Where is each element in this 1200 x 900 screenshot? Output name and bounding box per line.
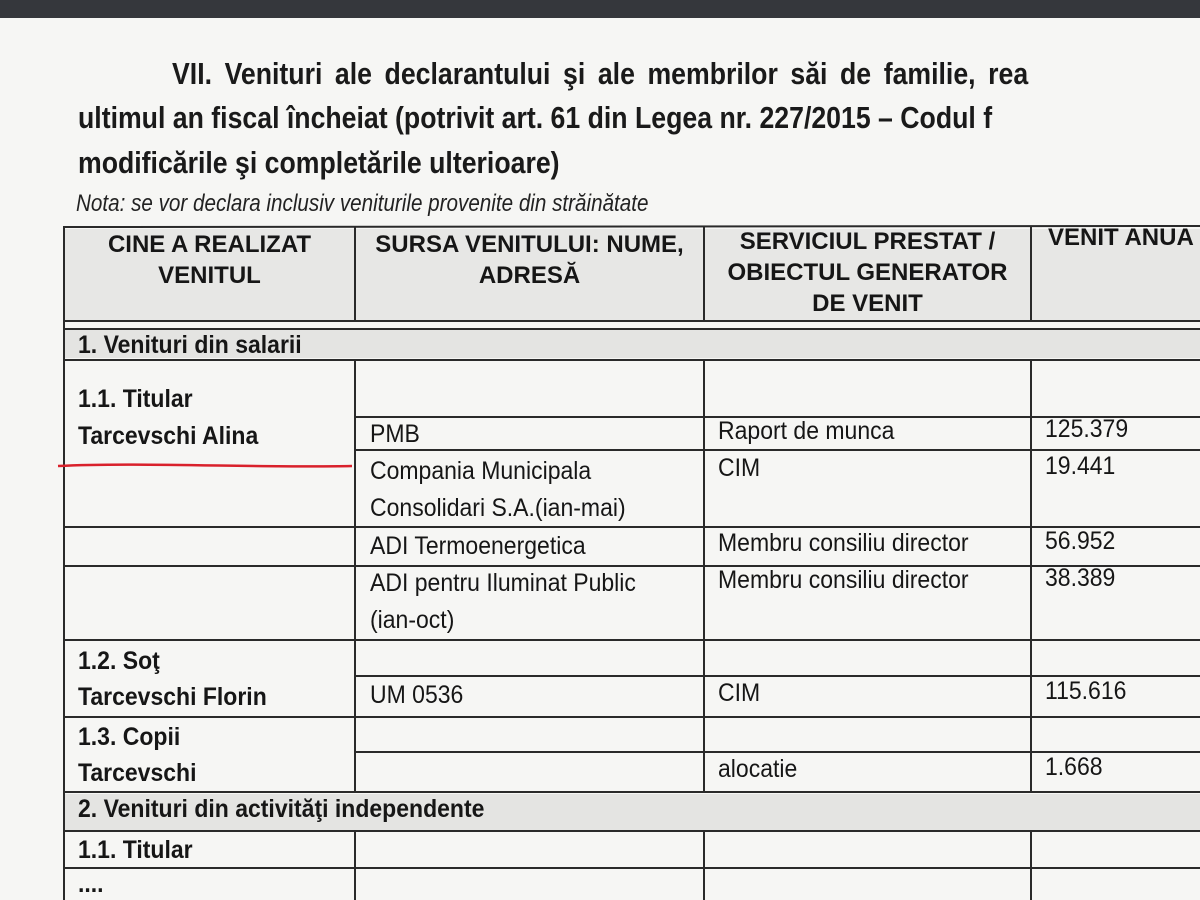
row-7-who: .... bbox=[78, 870, 104, 898]
row-4-source-line-1: ADI pentru Iluminat Public bbox=[370, 569, 636, 597]
row-4-service: Membru consiliu director bbox=[718, 566, 969, 594]
subsection-2-1-title: 1.1. Titular bbox=[78, 836, 193, 864]
row-5-source: UM 0536 bbox=[370, 681, 464, 709]
section-heading-line-3: modificările şi completările ulterioare) bbox=[78, 145, 560, 180]
row-4-income: 38.389 bbox=[1045, 564, 1116, 592]
row-1-source: PMB bbox=[370, 420, 420, 448]
row-2-source-line-2: Consolidari S.A.(ian-mai) bbox=[370, 494, 626, 522]
column-header-service-line-3: DE VENIT bbox=[812, 290, 923, 317]
row-3-source: ADI Termoenergetica bbox=[370, 532, 586, 560]
row-4-source-line-2: (ian-oct) bbox=[370, 606, 455, 634]
subsection-1-2-title: 1.2. Soţ bbox=[78, 647, 160, 675]
row-5-income: 115.616 bbox=[1045, 677, 1127, 705]
row-3-income: 56.952 bbox=[1045, 527, 1116, 555]
column-header-source bbox=[355, 229, 704, 291]
row-1-who: Tarcevschi Alina bbox=[78, 422, 259, 450]
note-text: Nota: se vor declara inclusiv veniturile provenite din străinătate bbox=[76, 190, 649, 217]
column-header-service-line-1: SERVICIUL PRESTAT / bbox=[739, 228, 996, 255]
column-header-source-line-1: SURSA VENITULUI: NUME, bbox=[375, 231, 684, 258]
row-6-who: Tarcevschi bbox=[78, 759, 197, 787]
column-header-income-line-1: VENIT ANUA bbox=[1048, 224, 1194, 251]
column-header-income bbox=[1048, 222, 1194, 253]
column-header-source-line-2: ADRESĂ bbox=[478, 262, 581, 289]
column-header-service bbox=[704, 226, 1031, 319]
row-2-source-line-1: Compania Municipala bbox=[370, 457, 592, 485]
row-6-income: 1.668 bbox=[1045, 753, 1103, 781]
row-1-service: Raport de munca bbox=[718, 417, 895, 445]
row-2-income: 19.441 bbox=[1045, 452, 1116, 480]
column-header-who bbox=[64, 229, 355, 291]
row-5-service: CIM bbox=[718, 679, 761, 707]
section-1-title: 1. Venituri din salarii bbox=[78, 331, 302, 359]
row-2-service: CIM bbox=[718, 454, 761, 482]
row-6-service: alocatie bbox=[718, 755, 798, 783]
column-header-who-line-1: CINE A REALIZAT bbox=[107, 231, 312, 258]
subsection-1-1-title: 1.1. Titular bbox=[78, 385, 193, 413]
row-3-service: Membru consiliu director bbox=[718, 529, 969, 557]
column-header-who-line-2: VENITUL bbox=[158, 262, 261, 289]
row-5-who: Tarcevschi Florin bbox=[78, 683, 267, 711]
section-heading-line-2: ultimul an fiscal încheiat (potrivit art. 61 din Legea nr. 227/2015 – Codul f bbox=[78, 100, 993, 135]
row-1-income: 125.379 bbox=[1045, 415, 1129, 443]
red-underline-mark bbox=[58, 465, 352, 467]
section-2-title: 2. Venituri din activităţi independente bbox=[78, 795, 485, 823]
section-heading-line-1: VII. Venituri ale declarantului şi ale membrilor săi de familie, rea bbox=[172, 56, 1029, 91]
subsection-1-3-title: 1.3. Copii bbox=[78, 723, 181, 751]
column-header-service-line-2: OBIECTUL GENERATOR bbox=[727, 259, 1008, 286]
